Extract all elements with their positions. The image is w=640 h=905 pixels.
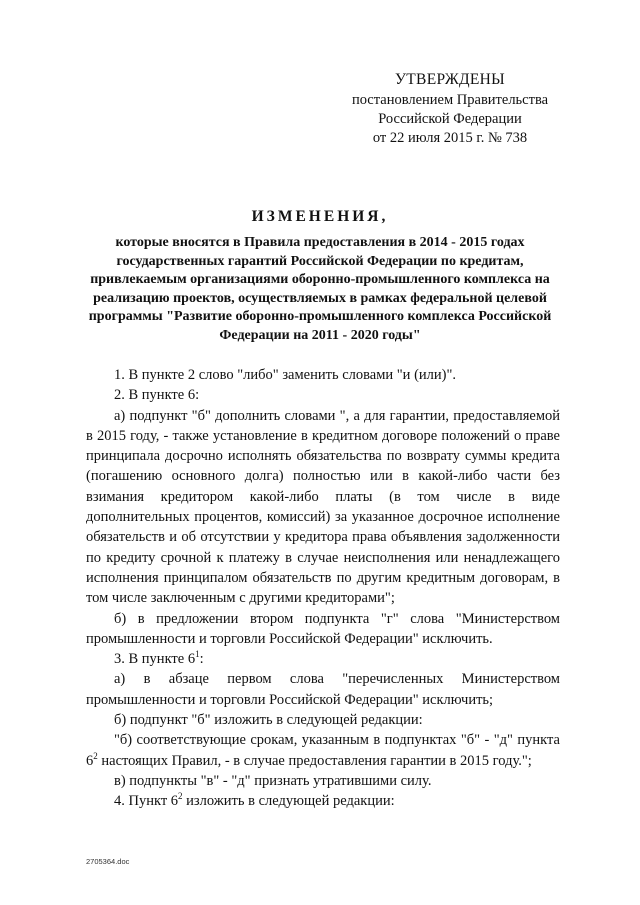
paragraph-3: а) подпункт "б" дополнить словами ", а для гарантии, предоставляемой в 2015 году, - также установление в кредитном договоре положений о праве принципала досрочно исполнять обязательства по возврату суммы кредита (погашению основного долга) полностью или в какой-либо части без взимания кредитором какой-либо платы (в том числе в виде дополнительных процентов, комиссий) за указанное досрочное исполнение обязательств и об отсутствии у кредитора права объявления задолженности по кредиту срочной к платежу в случае неисполнения или ненадлежащего исполнения принципалом обязательств по другим кредитным договорам, в том числе заключенным с другими кредиторами";: [86, 407, 560, 607]
superscript: 1: [195, 649, 200, 660]
approval-date: от 22 июля 2015 г. № 738: [372, 130, 528, 146]
document-body: [86, 365, 560, 812]
paragraph-5-text: :: [199, 651, 204, 668]
paragraph-7: б) подпункт "б" изложить в следующей редакции:: [114, 712, 423, 729]
paragraph-10-text: 4. Пункт 6: [114, 793, 179, 810]
paragraph-8-text: настоящих Правил, - в случае предоставления гарантии в 2015 году.";: [97, 752, 532, 769]
superscript: 2: [178, 791, 183, 802]
paragraph-1: 1. В пункте 2 слово "либо" заменить словами "и (или)".: [114, 367, 457, 383]
approval-line: Российской Федерации: [378, 111, 522, 127]
approval-stamp: [330, 70, 570, 148]
paragraph-6: а) в абзаце первом слова "перечисленных Министерством промышленности и торговли Российской Федерации" исключить;: [86, 671, 560, 708]
paragraph-5-text: 3. В пункте 6: [114, 651, 196, 668]
paragraph-10-text: изложить в следующей редакции:: [182, 793, 395, 810]
document-subtitle: которые вносятся в Правила предоставления в 2014 - 2015 годах государственных гарантий Российской Федерации по кредитам, привлекаемым организациями оборонно-промышленного комплекса на реализацию проектов, осуществляемых в рамках федеральной целевой программы "Развитие оборонно-промышленного комплекса Российской Федерации на 2011 - 2020 годы": [88, 235, 552, 343]
approval-line: постановлением Правительства: [351, 92, 549, 108]
paragraph-2: 2. В пункте 6:: [114, 387, 200, 404]
paragraph-9: в) подпункты "в" - "д" признать утратившими силу.: [114, 772, 432, 789]
approval-heading: УТВЕРЖДЕНЫ: [395, 71, 505, 88]
paragraph-4: б) в предложении втором подпункта "г" слова "Министерством промышленности и торговли Российской Федерации" исключить.: [86, 610, 560, 647]
document-title: ИЗМЕНЕНИЯ,: [251, 208, 389, 225]
paragraph-5: [86, 649, 560, 669]
paragraph-10: [86, 791, 560, 811]
superscript: 2: [93, 750, 98, 761]
paragraph-8: [86, 730, 560, 771]
paragraph-8-text: "б) соответствующие срокам, указанным в подпунктах "б" - "д" пункта 6: [86, 732, 560, 769]
file-reference: 2705364.doc: [86, 857, 130, 866]
